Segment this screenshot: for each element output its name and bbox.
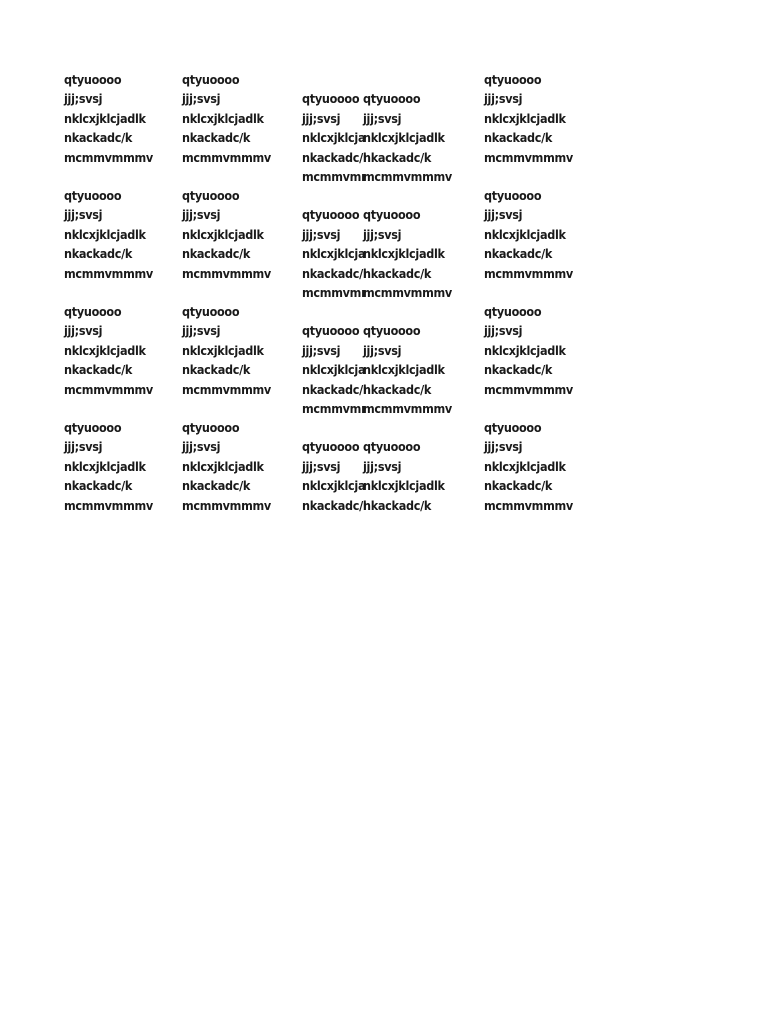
block-3-col3-line-1: qtyuoooo (302, 323, 360, 338)
block-4-col5-line-4: nkackadc/k (484, 478, 553, 493)
block-1-col2-line-2: jjj;svsj (182, 91, 221, 106)
block-3-col5-line-4: nkackadc/k (484, 362, 553, 377)
block-2-col3-line-3: nklcxjklcja (302, 246, 366, 261)
block-1-col1-line-3: nklcxjklcjadlk (64, 111, 146, 126)
block-3-col2-line-2: jjj;svsj (182, 323, 221, 338)
block-2-col1-line-3: nklcxjklcjadlk (64, 227, 146, 242)
block-2-col4-line-1: qtyuoooo (363, 207, 421, 222)
block-4-col2-line-1: qtyuoooo (182, 420, 240, 435)
block-3-col5-line-3: nklcxjklcjadlk (484, 343, 566, 358)
block-3-col1-line-4: nkackadc/k (64, 362, 133, 377)
block-2-col5-line-4: nkackadc/k (484, 246, 553, 261)
block-4-col3-line-1: qtyuoooo (302, 439, 360, 454)
block-1-col5-line-4: nkackadc/k (484, 130, 553, 145)
block-2-col5-line-1: qtyuoooo (484, 188, 542, 203)
block-1-col5-line-2: jjj;svsj (484, 91, 523, 106)
block-2-col3-line-5: mcmmvmı (302, 285, 365, 300)
block-2-col3-line-2: jjj;svsj (302, 227, 341, 242)
block-4-col2-line-4: nkackadc/k (182, 478, 251, 493)
block-4-col4-line-3: nklcxjklcjadlk (363, 478, 445, 493)
block-4-col5-line-5: mcmmvmmmv (484, 498, 573, 513)
block-1-col3-line-1: qtyuoooo (302, 91, 360, 106)
block-3-col3-line-3: nklcxjklcja (302, 362, 366, 377)
block-3-col1-line-5: mcmmvmmmv (64, 382, 153, 397)
block-1-col2-line-5: mcmmvmmmv (182, 150, 271, 165)
block-2-col1-line-1: qtyuoooo (64, 188, 122, 203)
block-4-col2-line-3: nklcxjklcjadlk (182, 459, 264, 474)
block-4-col1-line-3: nklcxjklcjadlk (64, 459, 146, 474)
block-3-col4-line-5: mcmmvmmmv (363, 401, 452, 416)
block-3-col5-line-1: qtyuoooo (484, 304, 542, 319)
block-3-col1-line-2: jjj;svsj (64, 323, 103, 338)
block-2-col1-line-5: mcmmvmmmv (64, 266, 153, 281)
block-1-col4-line-3: nklcxjklcjadlk (363, 130, 445, 145)
block-2-col2-line-4: nkackadc/k (182, 246, 251, 261)
block-2-col2-line-3: nklcxjklcjadlk (182, 227, 264, 242)
block-3-col4-line-1: qtyuoooo (363, 323, 421, 338)
block-1-col5-line-5: mcmmvmmmv (484, 150, 573, 165)
block-1-col4-line-5: mcmmvmmmv (363, 169, 452, 184)
block-2-col2-line-5: mcmmvmmmv (182, 266, 271, 281)
block-4-col1-line-1: qtyuoooo (64, 420, 122, 435)
block-1-col2-line-1: qtyuoooo (182, 72, 240, 87)
block-4-col1-line-2: jjj;svsj (64, 439, 103, 454)
block-1-col5-line-1: qtyuoooo (484, 72, 542, 87)
block-3-col1-line-3: nklcxjklcjadlk (64, 343, 146, 358)
block-1-col2-line-3: nklcxjklcjadlk (182, 111, 264, 126)
block-1-col1-line-2: jjj;svsj (64, 91, 103, 106)
block-4-col1-line-5: mcmmvmmmv (64, 498, 153, 513)
block-3-col3-line-4: nkackadc/l (302, 382, 367, 397)
block-3-col2-line-5: mcmmvmmmv (182, 382, 271, 397)
block-1-col3-line-2: jjj;svsj (302, 111, 341, 126)
block-1-col3-line-4: nkackadc/l (302, 150, 367, 165)
block-2-col5-line-5: mcmmvmmmv (484, 266, 573, 281)
block-2-col1-line-4: nkackadc/k (64, 246, 133, 261)
block-3-col2-line-3: nklcxjklcjadlk (182, 343, 264, 358)
block-1-col4-line-1: qtyuoooo (363, 91, 421, 106)
block-2-col4-line-4: nkackadc/k (363, 266, 432, 281)
block-2-col5-line-3: nklcxjklcjadlk (484, 227, 566, 242)
block-2-col2-line-2: jjj;svsj (182, 207, 221, 222)
block-1-col1-line-5: mcmmvmmmv (64, 150, 153, 165)
block-4-col4-line-1: qtyuoooo (363, 439, 421, 454)
block-4-col2-line-5: mcmmvmmmv (182, 498, 271, 513)
block-3-col4-line-4: nkackadc/k (363, 382, 432, 397)
block-3-col3-line-5: mcmmvmı (302, 401, 365, 416)
block-4-col5-line-3: nklcxjklcjadlk (484, 459, 566, 474)
block-2-col5-line-2: jjj;svsj (484, 207, 523, 222)
block-2-col2-line-1: qtyuoooo (182, 188, 240, 203)
block-4-col5-line-2: jjj;svsj (484, 439, 523, 454)
block-1-col2-line-4: nkackadc/k (182, 130, 251, 145)
block-3-col3-line-2: jjj;svsj (302, 343, 341, 358)
block-1-col1-line-1: qtyuoooo (64, 72, 122, 87)
block-1-col3-line-5: mcmmvmı (302, 169, 365, 184)
block-1-col1-line-4: nkackadc/k (64, 130, 133, 145)
block-1-col4-line-2: jjj;svsj (363, 111, 402, 126)
block-4-col3-line-4: nkackadc/l (302, 498, 367, 513)
block-3-col4-line-3: nklcxjklcjadlk (363, 362, 445, 377)
block-4-col2-line-2: jjj;svsj (182, 439, 221, 454)
block-3-col2-line-1: qtyuoooo (182, 304, 240, 319)
block-2-col1-line-2: jjj;svsj (64, 207, 103, 222)
block-4-col5-line-1: qtyuoooo (484, 420, 542, 435)
block-4-col1-line-4: nkackadc/k (64, 478, 133, 493)
block-2-col4-line-2: jjj;svsj (363, 227, 402, 242)
block-4-col3-line-3: nklcxjklcja (302, 478, 366, 493)
block-1-col5-line-3: nklcxjklcjadlk (484, 111, 566, 126)
block-4-col3-line-2: jjj;svsj (302, 459, 341, 474)
block-3-col5-line-2: jjj;svsj (484, 323, 523, 338)
block-4-col4-line-2: jjj;svsj (363, 459, 402, 474)
block-2-col4-line-5: mcmmvmmmv (363, 285, 452, 300)
block-3-col5-line-5: mcmmvmmmv (484, 382, 573, 397)
block-3-col4-line-2: jjj;svsj (363, 343, 402, 358)
block-2-col3-line-1: qtyuoooo (302, 207, 360, 222)
block-3-col2-line-4: nkackadc/k (182, 362, 251, 377)
block-1-col4-line-4: nkackadc/k (363, 150, 432, 165)
block-2-col4-line-3: nklcxjklcjadlk (363, 246, 445, 261)
block-3-col1-line-1: qtyuoooo (64, 304, 122, 319)
block-4-col4-line-4: nkackadc/k (363, 498, 432, 513)
block-1-col3-line-3: nklcxjklcja (302, 130, 366, 145)
block-2-col3-line-4: nkackadc/l (302, 266, 367, 281)
